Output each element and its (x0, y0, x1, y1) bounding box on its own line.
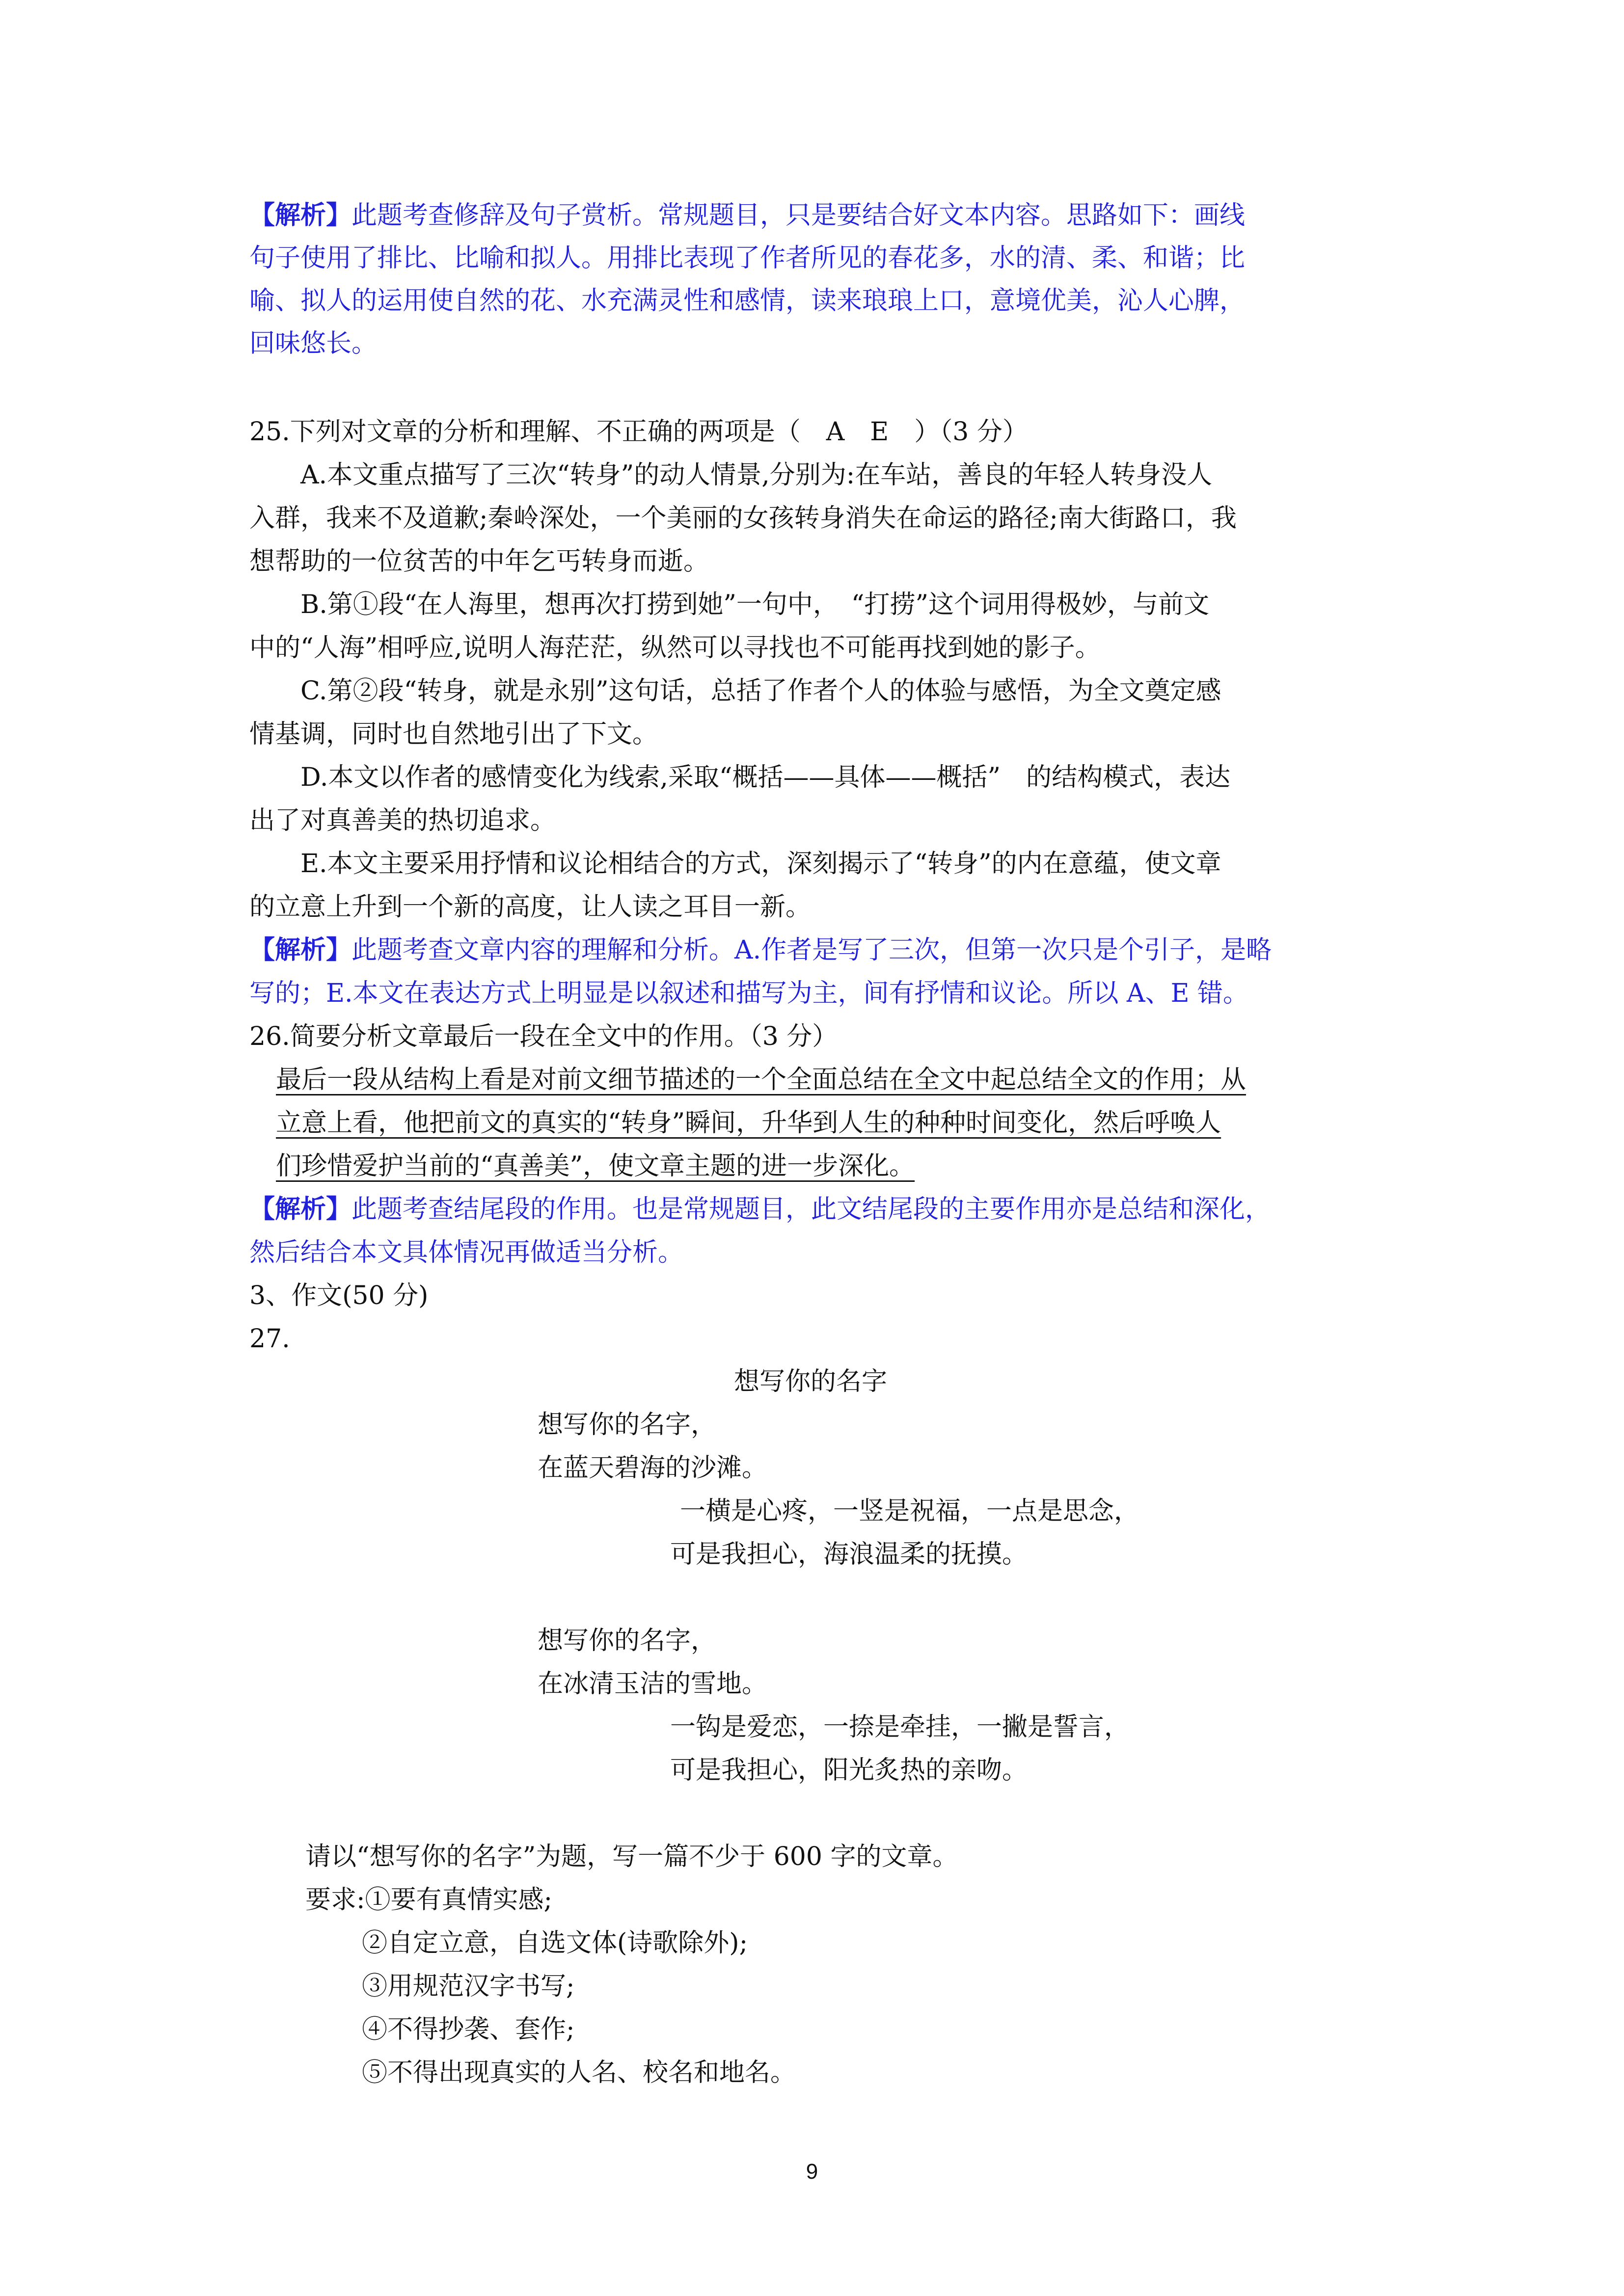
poem-line: 一钩是爱恋，一捺是牵挂，一撇是誓言， (670, 1712, 1130, 1742)
requirement-item: ③用规范汉字书写; (362, 1972, 575, 2001)
requirement-item: ②自定立意，自选文体(诗歌除外); (362, 1928, 748, 1958)
poem-line: 可是我担心，阳光炙热的亲吻。 (670, 1756, 1028, 1785)
poem-line: 可是我担心，海浪温柔的抚摸。 (670, 1540, 1028, 1569)
q26-stem: 26.简要分析文章最后一段在全文中的作用。（3 分） (249, 1022, 838, 1051)
poem-title: 想写你的名字 (734, 1367, 888, 1396)
q25-option-b-line-1: B.第①段“在人海里，想再次打捞到她”一句中， “打捞”这个词用得极妙，与前文 (300, 590, 1210, 619)
requirement-item: ④不得抄袭、套作; (362, 2015, 575, 2044)
q26-analysis-line-2: 然后结合本文具体情况再做适当分析。 (249, 1238, 684, 1267)
q25-stem: 25.下列对文章的分析和理解、不正确的两项是（ A E ）（3 分） (249, 417, 1028, 447)
q25-option-c-line-2: 情基调，同时也自然地引出了下文。 (249, 720, 658, 749)
analysis-tag: 【解析】 (249, 200, 352, 230)
q26-answer-line-3: 们珍惜爱护当前的“真善美”，使文章主题的进一步深化。 (276, 1151, 915, 1181)
analysis-24-line-4: 回味悠长。 (249, 329, 378, 358)
analysis-24-line-2: 句子使用了排比、比喻和拟人。用排比表现了作者所见的春花多，水的清、柔、和谐；比 (249, 243, 1245, 273)
poem-line: 在冰清玉洁的雪地。 (538, 1669, 768, 1699)
q25-option-c-line-1: C.第②段“转身，就是永别”这句话，总括了作者个人的体验与感悟，为全文奠定感 (300, 676, 1221, 706)
poem-line: 想写你的名字， (538, 1626, 717, 1655)
requirement-item: ⑤不得出现真实的人名、校名和地名。 (362, 2058, 796, 2087)
analysis-24-line-3: 喻、拟人的运用使自然的花、水充满灵性和感情，读来琅琅上口，意境优美，沁人心脾， (249, 286, 1245, 316)
q25-option-d-line-2: 出了对真善美的热切追求。 (249, 806, 556, 835)
q26-analysis-line-1: 【解析】此题考查结尾段的作用。也是常规题目，此文结尾段的主要作用亦是总结和深化， (249, 1194, 1271, 1224)
q25-analysis-line-1: 【解析】此题考查文章内容的理解和分析。A.作者是写了三次，但第一次只是个引子，是略 (249, 935, 1272, 965)
analysis-tag: 【解析】 (249, 1194, 352, 1224)
page-number: 9 (806, 2160, 818, 2184)
poem-line: 一横是心疼，一竖是祝福，一点是思念， (680, 1496, 1140, 1526)
composition-prompt: 请以“想写你的名字”为题，写一篇不少于 600 字的文章。 (305, 1842, 958, 1871)
q25-analysis-line-2: 写的；E.本文在表达方式上明显是以叙述和描写为主，间有抒情和议论。所以 A、E 错。 (249, 979, 1249, 1008)
q26-answer-line-1: 最后一段从结构上看是对前文细节描述的一个全面总结在全文中起总结全文的作用；从 (276, 1065, 1246, 1095)
q25-option-d-line-1: D.本文以作者的感情变化为线索,采取“概括——具体——概括” 的结构模式，表达 (300, 763, 1231, 792)
q25-option-a-line-3: 想帮助的一位贫苦的中年乞丐转身而逝。 (249, 547, 709, 576)
requirement-item: 要求:①要有真情实感; (305, 1885, 553, 1915)
poem-line: 在蓝天碧海的沙滩。 (538, 1453, 768, 1483)
q25-option-a-line-1: A.本文重点描写了三次“转身”的动人情景,分别为:在车站，善良的年轻人转身没人 (300, 460, 1213, 490)
q26-answer-line-2: 立意上看，他把前文的真实的“转身”瞬间，升华到人生的种种时间变化，然后呼唤人 (276, 1108, 1221, 1138)
section-3-heading: 3、作文(50 分) (249, 1281, 429, 1310)
q25-option-e-line-1: E.本文主要采用抒情和议论相结合的方式，深刻揭示了“转身”的内在意蕴，使文章 (300, 849, 1221, 879)
q27-label: 27. (249, 1324, 290, 1354)
q25-option-b-line-2: 中的“人海”相呼应,说明人海茫茫，纵然可以寻找也不可能再找到她的影子。 (249, 633, 1101, 663)
poem-line: 想写你的名字， (538, 1410, 717, 1440)
analysis-tag: 【解析】 (249, 935, 352, 965)
analysis-24-line-1: 【解析】此题考查修辞及句子赏析。常规题目，只是要结合好文本内容。思路如下：画线 (249, 200, 1245, 230)
q25-option-e-line-2: 的立意上升到一个新的高度，让人读之耳目一新。 (249, 892, 812, 922)
q25-option-a-line-2: 入群，我来不及道歉;秦岭深处，一个美丽的女孩转身消失在命运的路径;南大街路口，我 (249, 504, 1237, 533)
